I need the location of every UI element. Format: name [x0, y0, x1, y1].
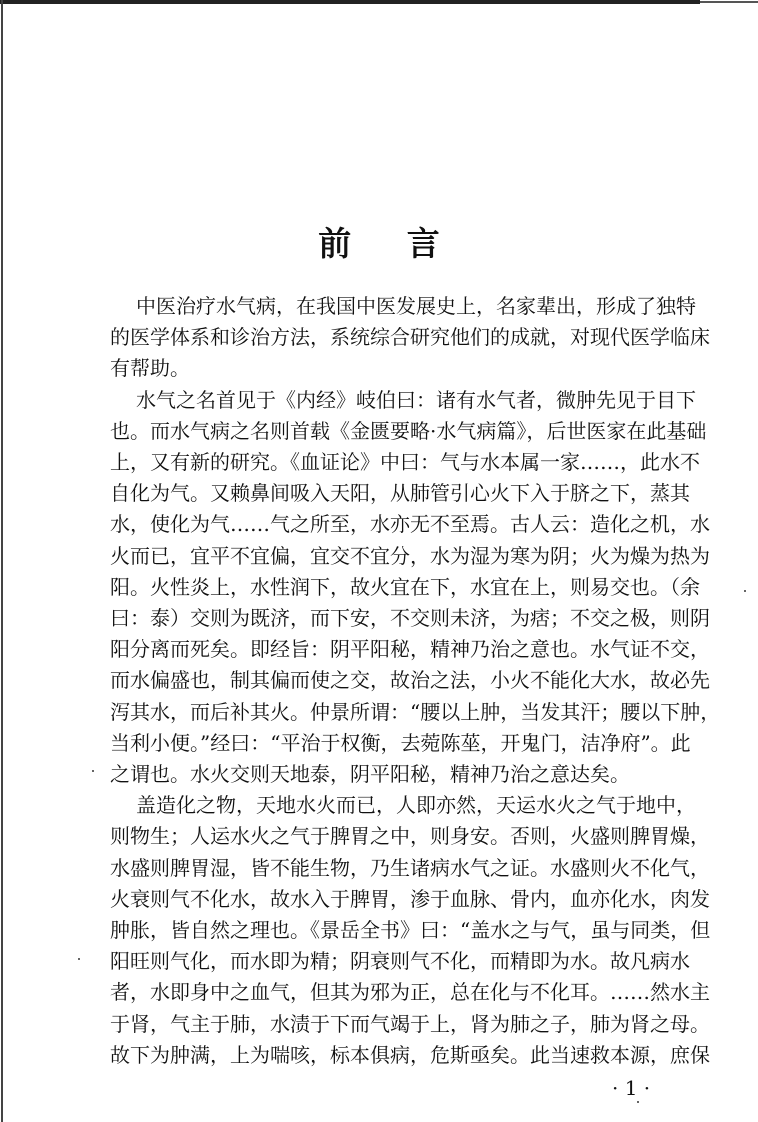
page-title: 前 言 [318, 224, 462, 263]
page-number: · 1 · [612, 1076, 651, 1100]
text-line: 则物生；人运水火之气于脾胃之中，则身安。否则，火盛则脾胃燥， [110, 824, 710, 849]
scan-top-border [0, 0, 700, 4]
scan-left-border [1, 0, 3, 1122]
text-line: 的医学体系和诊治方法，系统综合研究他们的成就，对现代医学临床 [110, 325, 710, 350]
text-line: 水气之名首见于《内经》岐伯曰：诸有水气者，微肿先见于目下 [136, 387, 696, 412]
text-line: 水，使化为气……气之所至，水亦无不至焉。古人云：造化之机，水 [110, 512, 710, 537]
text-line: 者，水即身中之血气，但其为邪为正，总在化与不化耳。……然水主 [110, 980, 710, 1005]
text-line: 上，又有新的研究。《血证论》中曰：气与水本属一家……，此水不 [110, 450, 700, 474]
text-line: 阳分离而死矣。即经旨：阴平阳秘，精神乃治之意也。水气证不交， [110, 637, 710, 662]
text-line: 而水偏盛也，制其偏而使之交，故治之法，小火不能化大水，故必先 [110, 668, 710, 693]
scan-speck [92, 770, 94, 772]
text-line: 火衰则气不化水，故水入于脾胃，渗于血脉、骨内，血亦化水，肉发 [110, 886, 710, 911]
text-line: 也。而水气病之名则首载《金匮要略·水气病篇》，后世医家在此基础 [110, 418, 707, 443]
text-line: 故下为肿满，上为喘咳，标本俱病，危斯亟矣。此当速救本源，庶保 [110, 1042, 710, 1067]
text-line: 泻其水，而后补其火。仲景所谓：“腰以上肿，当发其汗；腰以下肿， [110, 699, 721, 724]
text-line: 于肾，气主于肺，水渍于下而气竭于上，肾为肺之子，肺为肾之母。 [110, 1011, 710, 1036]
text-line: 当利小便。”经曰：“平治于权衡，去菀陈莝，开鬼门，洁净府”。此 [110, 730, 691, 755]
text-line: 盖造化之物，天地水火而已，人即亦然，天运水火之气于地中， [136, 793, 696, 818]
text-line: 阳。火性炎上，水性润下，故火宜在下，水宜在上，则易交也。（余 [110, 574, 700, 599]
text-line: 火而已，宜平不宜偏，宜交不宜分，水为湿为寒为阴；火为燥为热为 [110, 543, 710, 568]
text-line: 阳旺则气化，而水即为精；阴衰则气不化，而精即为水。故凡病水 [110, 949, 690, 974]
scan-speck [637, 1101, 639, 1103]
text-line: 水盛则脾胃湿，皆不能生物，乃生诸病水气之证。水盛则火不化气， [110, 855, 710, 880]
text-line: 之谓也。水火交则天地泰，阴平阳秘，精神乃治之意达矣。 [110, 762, 630, 786]
scan-speck [78, 958, 80, 960]
text-line: 中医治疗水气病，在我国中医发展史上，名家辈出，形成了独特 [136, 294, 696, 318]
text-line: 自化为气。又赖鼻间吸入天阳，从肺管引心火下入于脐之下，蒸其 [110, 481, 690, 506]
text-line: 肿胀，皆自然之理也。《景岳全书》曰：“盖水之与气，虽与同类，但 [110, 918, 711, 942]
text-line: 曰：泰）交则为既济，而下安，不交则未济，为痞；不交之极，则阴 [110, 606, 710, 630]
text-line: 有帮助。 [110, 356, 190, 381]
scan-top-border-tail [700, 1, 758, 3]
scan-speck [744, 590, 746, 592]
